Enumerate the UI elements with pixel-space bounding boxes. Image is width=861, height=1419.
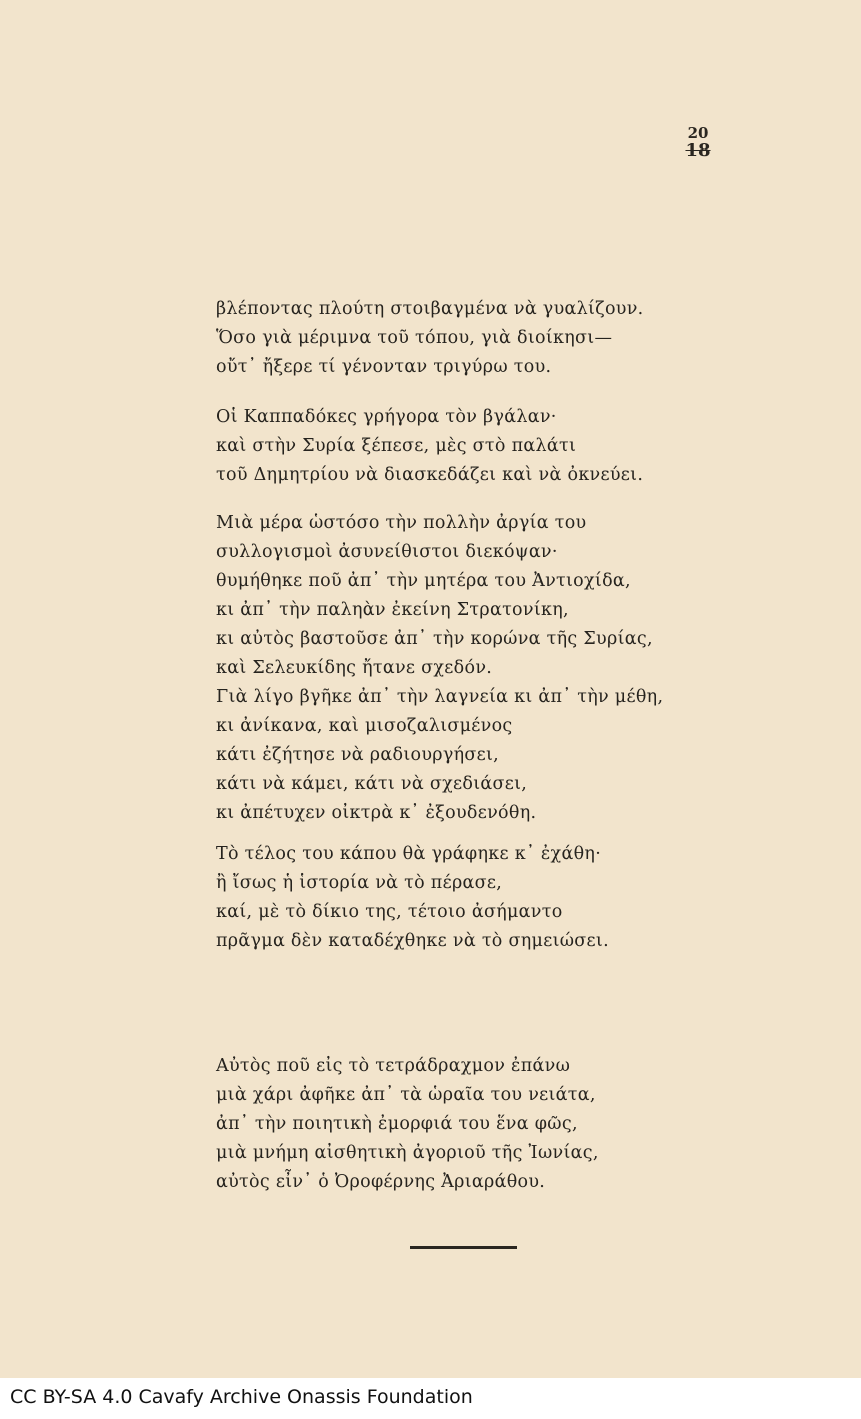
- page-number: [678, 126, 718, 160]
- poem-line: κι ἀπέτυχεν οἰκτρὰ κ᾿ ἐξουδενόθη.: [216, 803, 537, 823]
- poem-line: Οἱ Καππαδόκες γρήγορα τὸν βγάλαν·: [216, 407, 557, 427]
- poem-line: κι ἀπ᾿ τὴν παληὰν ἐκείνη Στρατονίκη,: [216, 600, 569, 620]
- poem-line: οὔτ᾿ ἤξερε τί γένονταν τριγύρω του.: [216, 357, 552, 377]
- poem-line: κι αὐτὸς βαστοῦσε ἀπ᾿ τὴν κορώνα τῆς Συρίας,: [216, 629, 653, 649]
- page-number-struck: 18: [685, 140, 711, 161]
- poem-line: μιὰ μνήμη αἰσθητικὴ ἀγοριοῦ τῆς Ἰωνίας,: [216, 1143, 599, 1163]
- poem-line: ἢ ἴσως ἡ ἱστορία νὰ τὸ πέρασε,: [216, 873, 503, 893]
- credit-bar: [0, 1378, 861, 1419]
- poem-line: τοῦ Δημητρίου νὰ διασκεδάζει καὶ νὰ ὀκνεύει.: [216, 465, 644, 485]
- poem-line: κι ἀνίκανα, καὶ μισοζαλισμένος: [216, 716, 513, 736]
- poem-line: συλλογισμοὶ ἀσυνείθιστοι διεκόψαν·: [216, 542, 558, 562]
- stanza-5: [216, 1052, 716, 1197]
- stanza-1: [216, 295, 716, 382]
- poem-line: ἀπ᾿ τὴν ποιητικὴ ἐμορφιά του ἕνα φῶς,: [216, 1114, 578, 1134]
- poem-line: Αὐτὸς ποῦ εἰς τὸ τετράδραχμον ἐπάνω: [216, 1056, 571, 1076]
- poem-line: αὐτὸς εἶν᾿ ὁ Ὀροφέρνης Ἀριαράθου.: [216, 1172, 546, 1192]
- poem-line: Μιὰ μέρα ὡστόσο τὴν πολλὴν ἀργία του: [216, 513, 587, 533]
- poem-line: κάτι νὰ κάμει, κάτι νὰ σχεδιάσει,: [216, 774, 528, 794]
- stanza-2: [216, 403, 716, 490]
- poem-line: βλέποντας πλούτη στοιβαγμένα νὰ γυαλίζουν.: [216, 299, 644, 319]
- poem-line: Τὸ τέλος του κάπου θὰ γράφηκε κ᾿ ἐχάθη·: [216, 844, 602, 864]
- poem-line: Ὅσο γιὰ μέριμνα τοῦ τόπου, γιὰ διοίκησι—: [216, 328, 613, 348]
- stanza-3: [216, 509, 716, 828]
- page-number-current: 20: [687, 124, 709, 142]
- end-rule: [410, 1246, 517, 1249]
- poem-line: κάτι ἐζήτησε νὰ ραδιουργήσει,: [216, 745, 500, 765]
- stanza-4: [216, 840, 716, 956]
- poem-line: θυμήθηκε ποῦ ἀπ᾿ τὴν μητέρα του Ἀντιοχίδα,: [216, 571, 631, 591]
- poem-line: καί, μὲ τὸ δίκιο της, τέτοιο ἀσήμαντο: [216, 902, 563, 922]
- credit-text: CC BY-SA 4.0 Cavafy Archive Onassis Foundation: [10, 1386, 473, 1408]
- poem-line: Γιὰ λίγο βγῆκε ἀπ᾿ τὴν λαγνεία κι ἀπ᾿ τὴν μέθη,: [216, 687, 664, 707]
- poem-line: πρᾶγμα δὲν καταδέχθηκε νὰ τὸ σημειώσει.: [216, 931, 609, 951]
- poem-line: μιὰ χάρι ἀφῆκε ἀπ᾿ τὰ ὡραῖα του νειάτα,: [216, 1085, 596, 1105]
- poem-line: καὶ Σελευκίδης ἤτανε σχεδόν.: [216, 658, 493, 678]
- poem-line: καὶ στὴν Συρία ξέπεσε, μὲς στὸ παλάτι: [216, 436, 577, 456]
